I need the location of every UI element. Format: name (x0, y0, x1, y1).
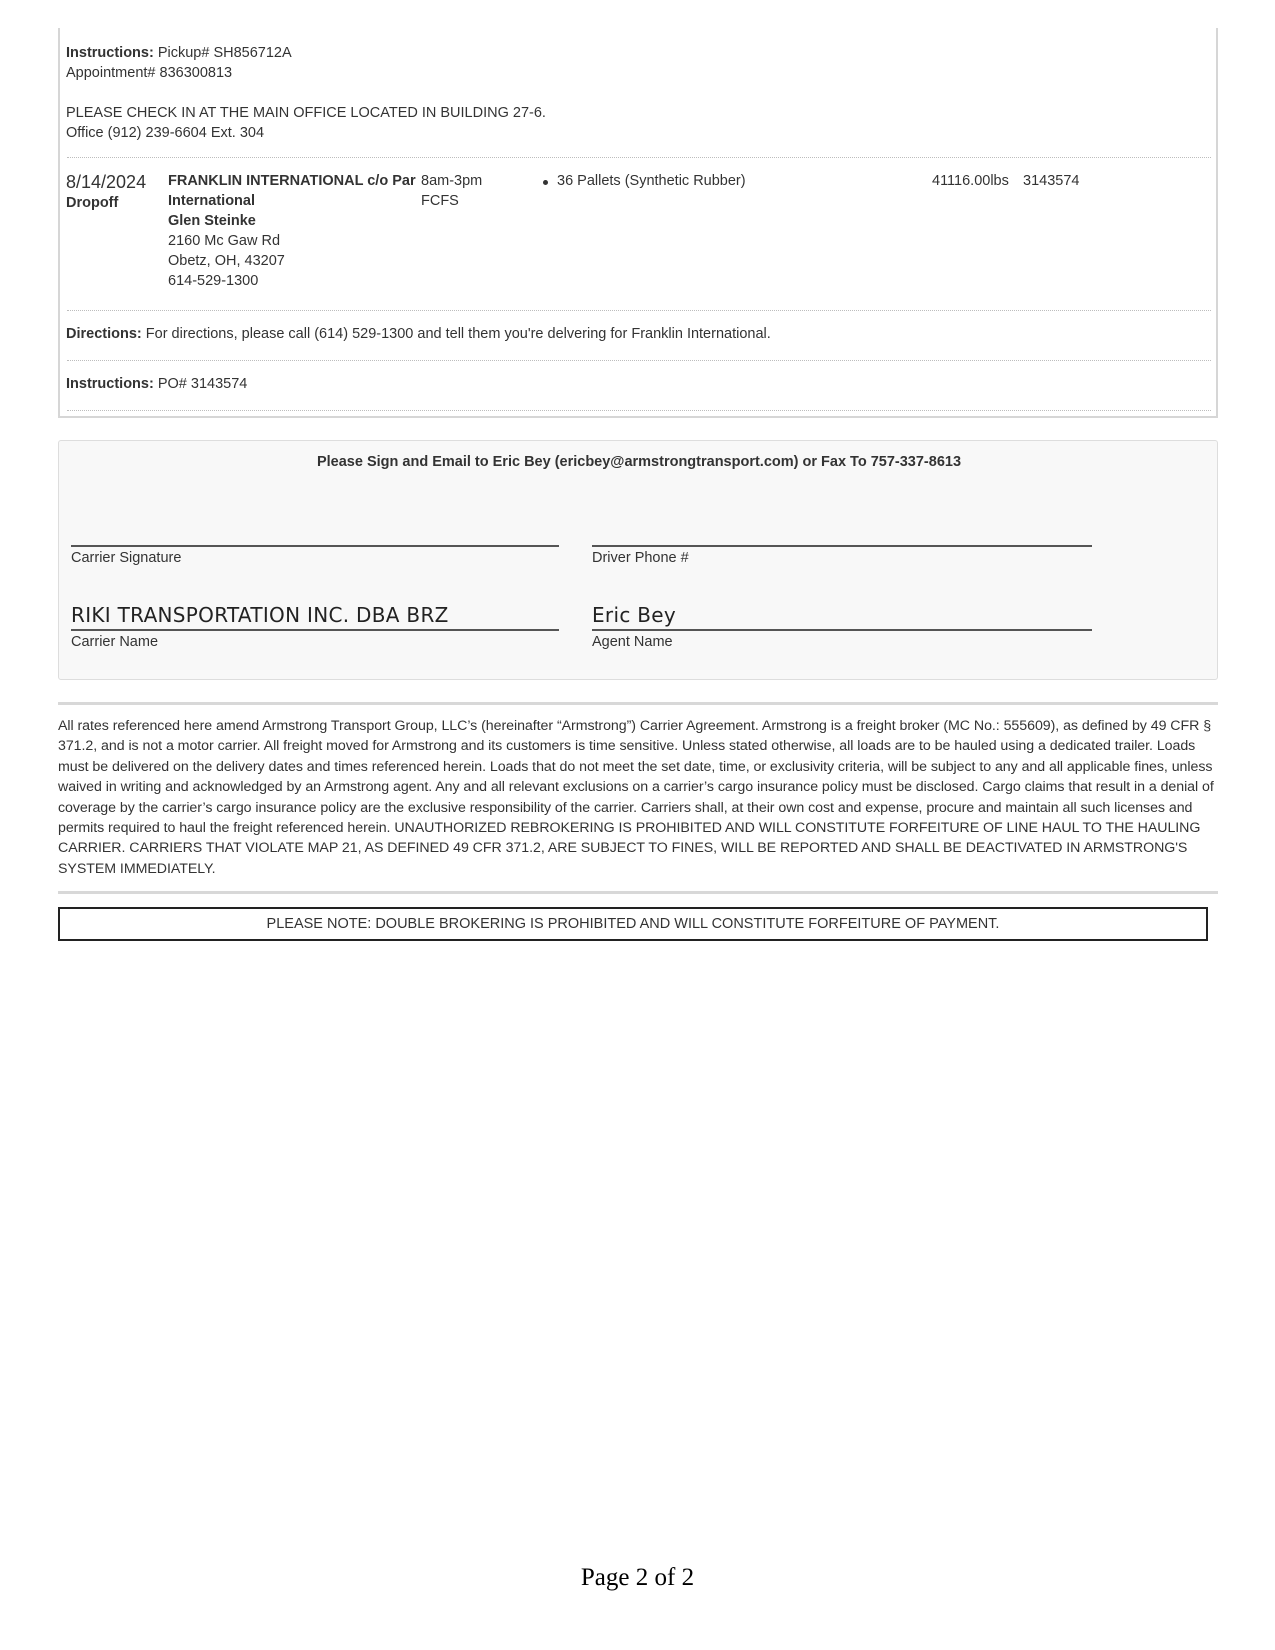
divider (67, 360, 1211, 361)
po-number: PO# 3143574 (157, 376, 248, 392)
stop-type: Dropoff (66, 195, 119, 211)
appointment-number: Appointment# 836300813 (66, 65, 233, 81)
signature-panel (58, 440, 1218, 680)
stops-panel (58, 28, 1218, 418)
carrier-name-field[interactable] (71, 629, 559, 631)
check-in-note: PLEASE CHECK IN AT THE MAIN OFFICE LOCATED IN BUILDING 27-6. (66, 105, 546, 121)
agent-name-label: Agent Name (592, 634, 673, 650)
signature-instructions: Please Sign and Email to Eric Bey (ericbey@armstrongtransport.com) or Fax To 757-337-8613 (316, 454, 962, 470)
dock-hours: 8am-3pm (421, 173, 483, 189)
office-phone: Office (912) 239-6604 Ext. 304 (66, 125, 265, 141)
street-address: 2160 Mc Gaw Rd (168, 233, 281, 249)
weight: 41116.00lbs (932, 173, 1009, 189)
divider (67, 157, 1211, 158)
contact-phone: 614-529-1300 (168, 273, 259, 289)
agent-name-field[interactable] (592, 629, 1092, 631)
dropoff-instructions-label: Instructions: (66, 376, 154, 392)
divider (58, 891, 1218, 894)
divider (58, 702, 1218, 705)
carrier-signature-label: Carrier Signature (71, 550, 182, 566)
city-state-zip: Obetz, OH, 43207 (168, 253, 285, 269)
appointment-type: FCFS (421, 193, 459, 209)
commodity: 36 Pallets (Synthetic Rubber) (557, 173, 746, 189)
directions-line (66, 324, 771, 344)
bullet-icon (543, 180, 548, 185)
pickup-instructions-line (66, 43, 292, 63)
reference-number: 3143574 (1023, 173, 1080, 189)
carrier-name-value: RIKI TRANSPORTATION INC. DBA BRZ (71, 603, 449, 627)
carrier-signature-field[interactable] (71, 545, 559, 547)
directions-text: For directions, please call (614) 529-1300 and tell them you're delvering for Franklin International. (145, 326, 771, 342)
dropoff-date: 8/14/2024 (66, 172, 147, 192)
pickup-number: Pickup# SH856712A (157, 45, 292, 61)
directions-label: Directions: (66, 326, 142, 342)
carrier-name-label: Carrier Name (71, 634, 159, 650)
divider (67, 410, 1211, 411)
agent-name-value: Eric Bey (592, 603, 677, 627)
terms-paragraph: All rates referenced here amend Armstrong Transport Group, LLC’s (hereinafter “Armstrong”) Carrier Agreement. Armstrong is a freight broker (MC No.: 555609), as defined by 49 CFR § 371.2, and is not a motor carrier. All freight moved for Armstrong and its customers is time sensitive. Unless stated otherwise, all loads are to be hauled using a dedicated trailer. Loads must be delivered on the delivery dates and times referenced herein. Loads that do not meet the set date, time, or exclusivity criteria, will be subject to any and all applicable fines, unless waived in writing and acknowledged by an Armstrong agent. Any and all relevant exclusions on a carrier’s cargo insurance policy must be disclosed. Cargo claims that result in a denial of coverage by the carrier’s cargo insurance policy are the exclusive responsibility of the carrier. Carriers shall, at their own cost and expense, procure and maintain all such licenses and permits required to haul the freight referenced herein. UNAUTHORIZED REBROKERING IS PROHIBITED AND WILL CONSTITUTE FORFEITURE OF LINE HAUL TO THE HAULING CARRIER. CARRIERS THAT VIOLATE MAP 21, AS DEFINED 49 CFR 371.2, ARE SUBJECT TO FINES, WILL BE REPORTED AND SHALL BE DEACTIVATED IN ARMSTRONG'S SYSTEM IMMEDIATELY. (58, 718, 1214, 877)
driver-phone-label: Driver Phone # (592, 550, 689, 566)
divider (67, 310, 1211, 311)
dropoff-instructions-line (66, 374, 247, 394)
double-brokering-note: PLEASE NOTE: DOUBLE BROKERING IS PROHIBITED AND WILL CONSTITUTE FORFEITURE OF PAYMENT. (58, 907, 1208, 941)
pickup-instructions-label: Instructions: (66, 45, 154, 61)
company-name-cont: International (168, 193, 256, 209)
company-name: FRANKLIN INTERNATIONAL c/o Par (168, 173, 416, 189)
driver-phone-field[interactable] (592, 545, 1092, 547)
page-number: Page 2 of 2 (580, 1564, 695, 1591)
contact-name: Glen Steinke (168, 213, 256, 229)
